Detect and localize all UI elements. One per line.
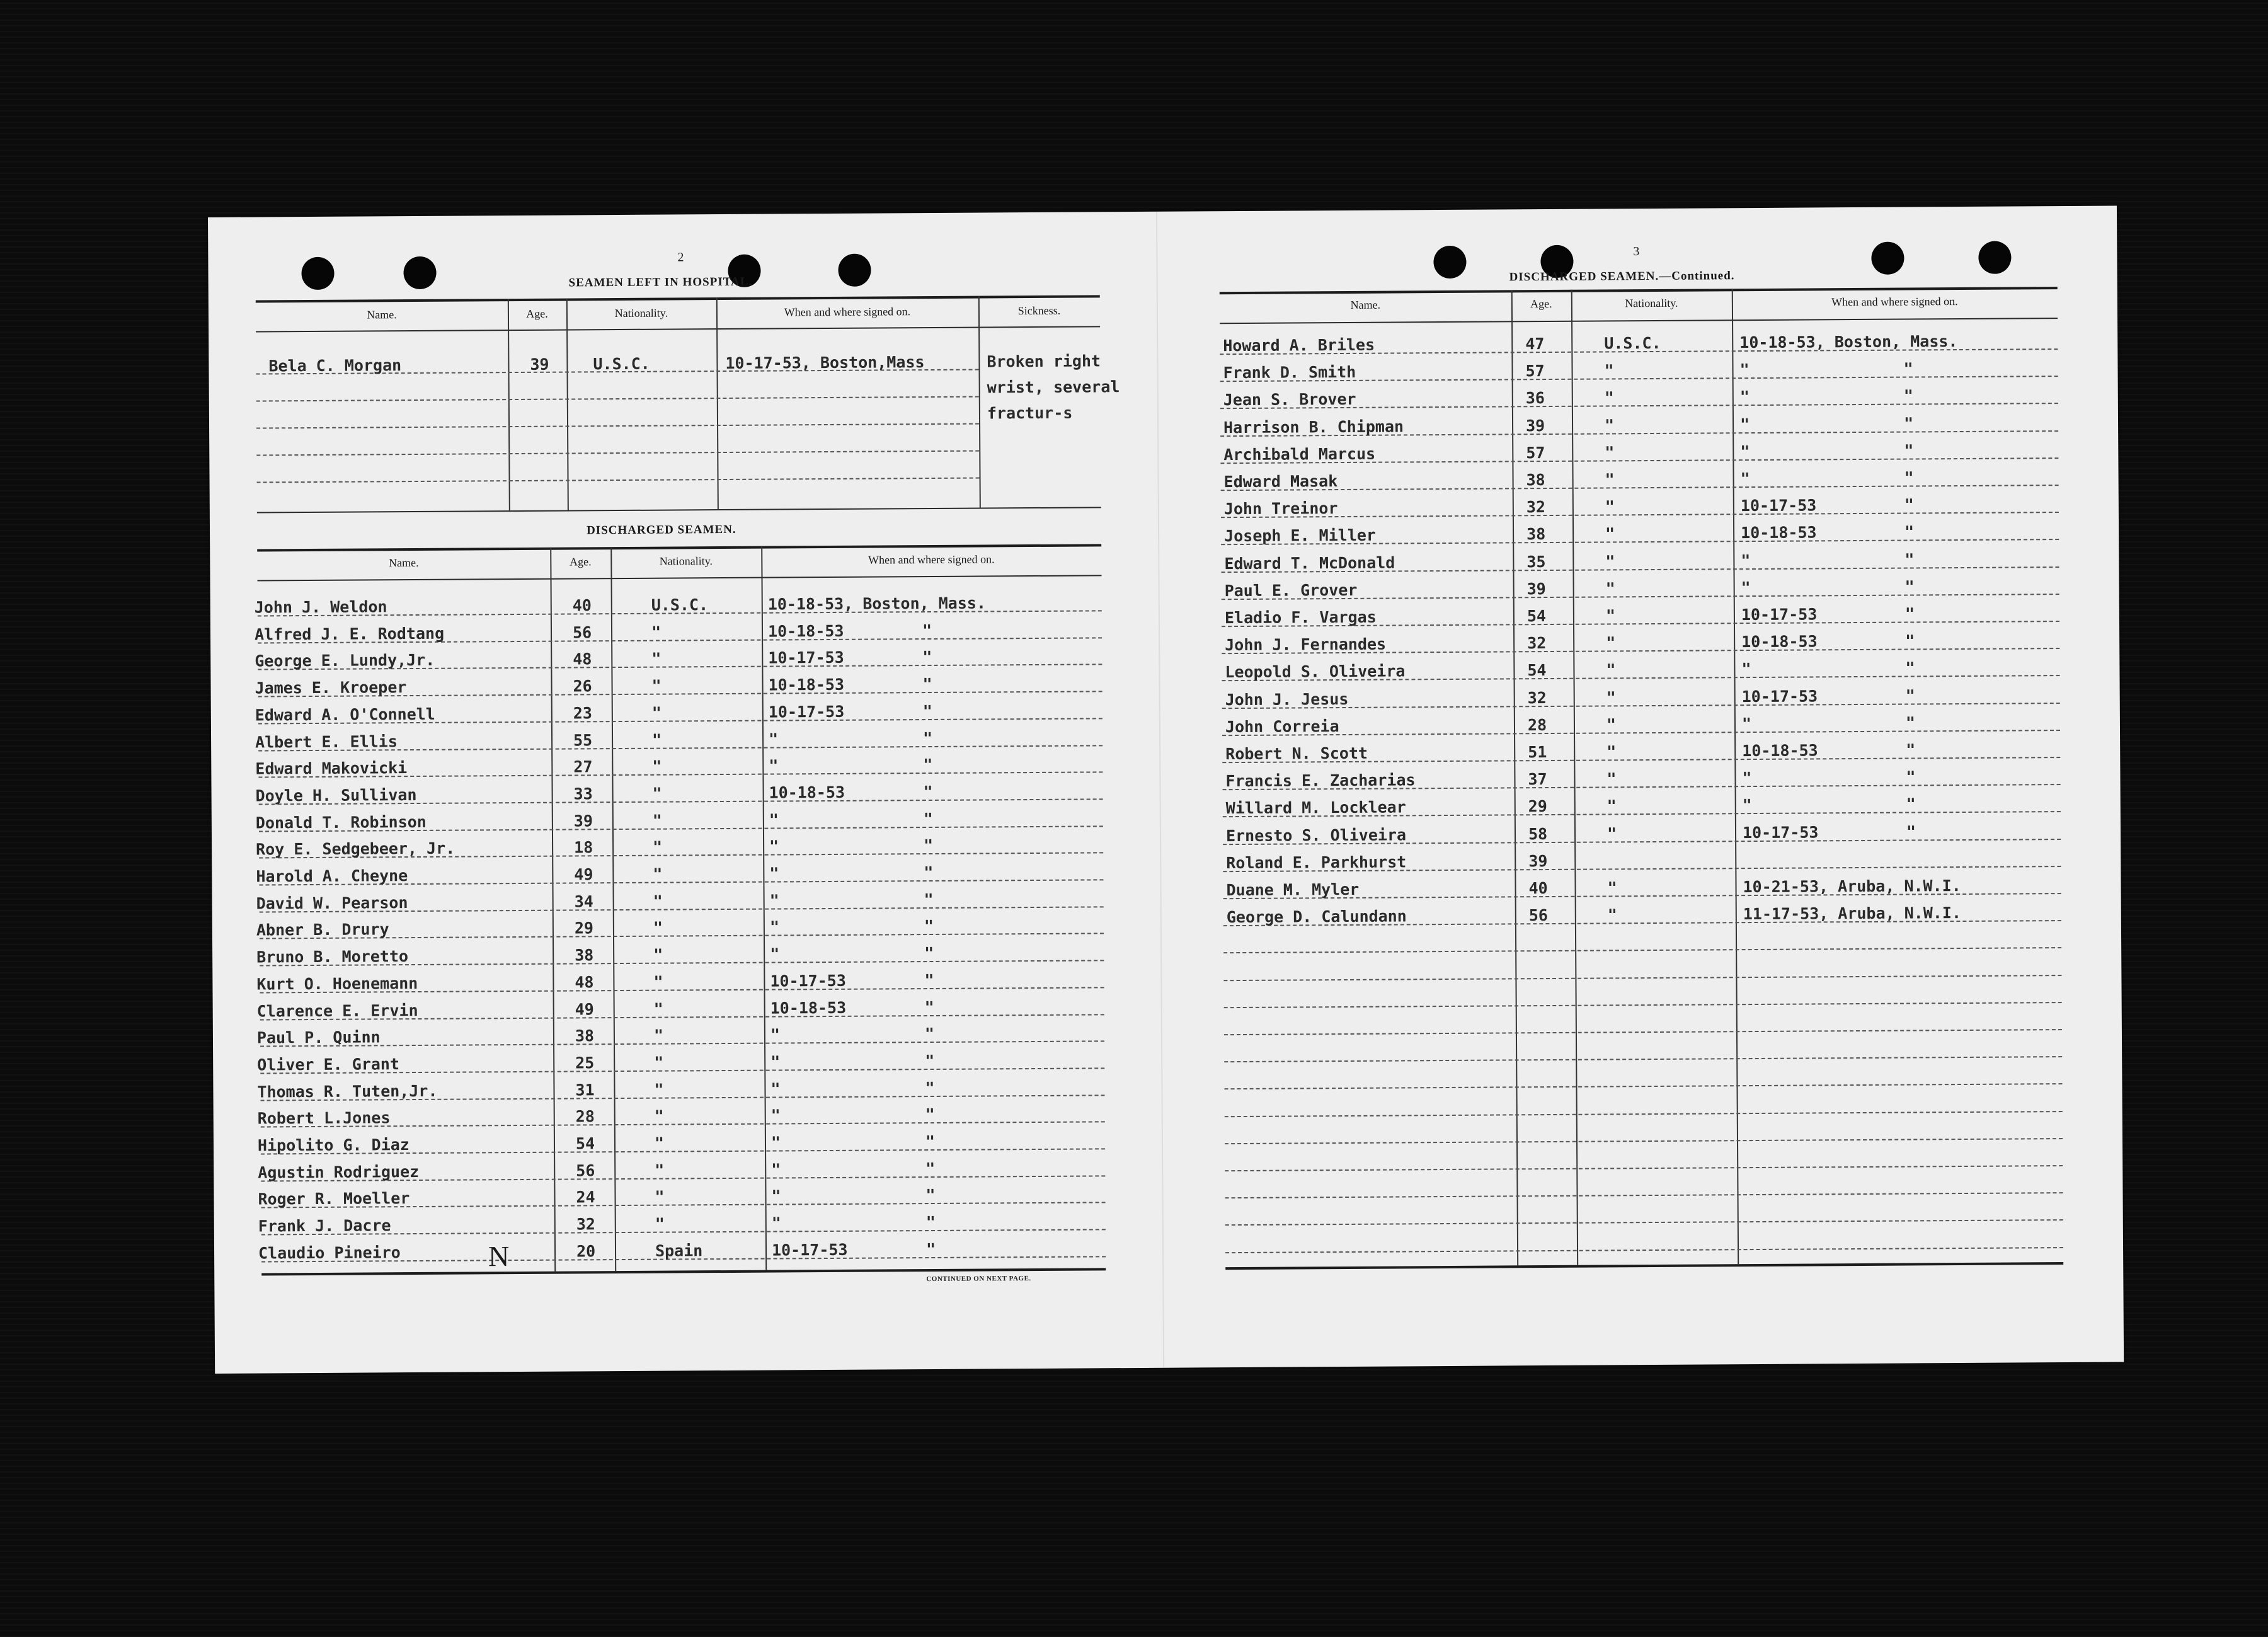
seaman-name: Frank D. Smith: [1223, 363, 1356, 382]
seaman-signed-date: ": [1740, 442, 1750, 461]
seaman-signed-date: 10-17-53: [768, 702, 845, 721]
seaman-signed-date: 10-18-53, Boston, Mass.: [767, 594, 987, 614]
seaman-nationality: ": [1606, 715, 1617, 734]
seaman-nationality: ": [653, 999, 663, 1018]
seaman-name: John J. Jesus: [1225, 689, 1349, 709]
seaman-age: 56: [572, 623, 592, 642]
seaman-age: 28: [1527, 715, 1547, 735]
seaman-name: Edward Masak: [1223, 472, 1338, 491]
row-rule: [1224, 1002, 2062, 1008]
seaman-signed-place: ": [1904, 495, 1914, 514]
seaman-name: Edward Makovicki: [255, 759, 408, 778]
seaman-age: 54: [1527, 661, 1547, 680]
seaman-age: 25: [575, 1054, 595, 1072]
seaman-signed-place: ": [924, 890, 934, 909]
seaman-age: 32: [576, 1215, 595, 1234]
punch-hole: [403, 256, 436, 289]
row-rule: [1225, 1111, 2063, 1117]
seaman-nationality: ": [651, 676, 662, 695]
hospital-sickness-continued: fractur-s: [987, 403, 1073, 423]
seaman-name: Harrison B. Chipman: [1223, 417, 1404, 437]
seaman-nationality: ": [1607, 878, 1617, 897]
seaman-name: Hipolito G. Diaz: [257, 1135, 410, 1155]
seaman-nationality: ": [654, 1080, 664, 1099]
seaman-nationality: U.S.C.: [1604, 333, 1661, 353]
seaman-age: 54: [1526, 607, 1547, 626]
row-rule: [1225, 1165, 2063, 1171]
seaman-age: 39: [573, 811, 593, 830]
seaman-name: Edward A. O'Connell: [255, 704, 435, 725]
row-rule: [1225, 1138, 2063, 1144]
right-section-title: DISCHARGED SEAMEN.—Continued.: [1509, 269, 1735, 284]
seaman-nationality: ": [1604, 388, 1614, 407]
seaman-signed-date: ": [771, 1186, 781, 1205]
seaman-age: 39: [1525, 416, 1545, 435]
seaman-name: George D. Calundann: [1226, 907, 1407, 927]
right-col-divider: [1511, 290, 1518, 1265]
right-header-signed-on: When and where signed on.: [1831, 295, 1958, 309]
seaman-age: 32: [1527, 688, 1547, 707]
seaman-name: Kurt O. Hoenemann: [256, 974, 418, 994]
seaman-name: Roger R. Moeller: [258, 1189, 410, 1209]
page-fold: [1156, 212, 1164, 1368]
seaman-age: 28: [575, 1107, 595, 1126]
seaman-signed-date: ": [1739, 360, 1750, 379]
seaman-name: Duane M. Myler: [1226, 880, 1360, 900]
seaman-signed-place: ": [924, 836, 934, 855]
hospital-nationality: U.S.C.: [593, 354, 650, 374]
seaman-nationality: ": [1605, 470, 1615, 489]
seaman-signed-place: ": [922, 728, 933, 747]
seaman-signed-place: ": [923, 755, 933, 774]
seaman-nationality: ": [1604, 415, 1615, 435]
seaman-name: Roland E. Parkhurst: [1226, 853, 1407, 872]
seaman-age: 38: [575, 946, 594, 965]
seaman-nationality: ": [654, 1053, 664, 1072]
seaman-nationality: ": [1606, 660, 1616, 679]
seaman-nationality: ": [653, 892, 663, 910]
punch-hole: [1978, 241, 2011, 274]
row-rule: [1224, 1083, 2062, 1089]
seaman-nationality: ": [652, 784, 662, 803]
hospital-header-age: Age.: [526, 307, 548, 320]
seaman-signed-date: 10-18-53, Boston, Mass.: [1739, 332, 1958, 352]
seaman-age: 35: [1526, 552, 1546, 571]
row-rule: [1223, 975, 2061, 981]
hospital-header-sickness: Sickness.: [1017, 304, 1061, 318]
seaman-age: 33: [573, 784, 593, 803]
seaman-name: James E. Kroeper: [255, 678, 407, 698]
seaman-name: John J. Weldon: [254, 597, 387, 617]
punch-hole: [838, 254, 871, 287]
seaman-name: Ernesto S. Oliveira: [1225, 825, 1407, 845]
seaman-nationality: ": [1606, 742, 1617, 761]
punch-hole: [301, 257, 334, 290]
seaman-age: 40: [1528, 879, 1548, 898]
hospital-table-bottom-rule: [257, 507, 1101, 513]
discharged-header-signed-on: When and where signed on.: [868, 553, 995, 566]
seaman-signed-date: ": [768, 729, 779, 749]
seaman-signed-place: ": [1904, 577, 1915, 596]
seaman-name: Agustin Rodriguez: [258, 1162, 420, 1182]
seaman-signed-date: 10-17-53: [768, 648, 844, 667]
seaman-nationality: ": [655, 1214, 665, 1233]
hospital-header-rule: [256, 326, 1100, 332]
seaman-age: 57: [1525, 362, 1545, 381]
seaman-signed-place: ": [924, 970, 934, 989]
seaman-age: 24: [576, 1188, 595, 1207]
seaman-name: Clarence E. Ervin: [256, 1001, 418, 1021]
seaman-nationality: ": [1605, 551, 1615, 571]
seaman-name: Archibald Marcus: [1223, 444, 1376, 464]
seaman-nationality: ": [655, 1161, 665, 1180]
row-rule: [1224, 1056, 2062, 1062]
seaman-age: 20: [576, 1242, 596, 1261]
seaman-age: 29: [1528, 797, 1547, 816]
seaman-age: 38: [1526, 525, 1546, 544]
seaman-name: Howard A. Briles: [1223, 335, 1375, 355]
page-number-left: 2: [677, 250, 684, 265]
row-rule: [1225, 1247, 2063, 1253]
seaman-age: 36: [1525, 389, 1545, 408]
right-table-bottom-rule: [1225, 1262, 2063, 1270]
seaman-name: Roy E. Sedgebeer, Jr.: [256, 839, 455, 859]
seaman-age: 32: [1526, 498, 1546, 517]
seaman-signed-place: ": [1904, 550, 1915, 569]
row-rule: [1221, 512, 2059, 518]
hospital-signed-on: 10-17-53, Boston,Mass: [725, 353, 925, 372]
seaman-age: 31: [575, 1080, 595, 1100]
hospital-row-line: [256, 451, 979, 456]
seaman-signed-place: ": [1904, 604, 1915, 623]
seaman-age: 39: [1528, 851, 1548, 871]
seaman-signed-date: ": [1740, 469, 1750, 488]
seaman-nationality: ": [651, 730, 662, 749]
seaman-signed-place: ": [925, 1105, 935, 1124]
seaman-signed-date: 10-18-53: [1741, 632, 1818, 652]
seaman-nationality: ": [654, 1106, 664, 1125]
seaman-signed-date: 10-17-53: [1742, 822, 1819, 842]
seaman-nationality: ": [653, 919, 663, 938]
seaman-name: Joseph E. Miller: [1224, 526, 1377, 546]
seaman-signed-place: ": [1906, 822, 1916, 841]
seaman-nationality: ": [1606, 633, 1616, 652]
seaman-nationality: ": [653, 972, 663, 991]
hospital-header-nationality: Nationality.: [614, 306, 668, 320]
seaman-signed-date: 10-17-53: [771, 1240, 848, 1260]
seaman-age: 57: [1526, 443, 1545, 462]
seaman-signed-date: ": [1741, 714, 1752, 733]
seaman-name: Bruno B. Moretto: [256, 947, 409, 967]
seaman-signed-date: 10-18-53: [767, 621, 844, 641]
row-rule: [1225, 1219, 2063, 1226]
discharged-section-title: DISCHARGED SEAMEN.: [586, 522, 736, 537]
seaman-name: Donald T. Robinson: [255, 812, 427, 832]
seaman-nationality: ": [655, 1187, 665, 1207]
seaman-nationality: ": [1606, 687, 1616, 707]
seaman-signed-place: ": [925, 1186, 936, 1205]
seaman-name: Willard M. Locklear: [1225, 798, 1406, 818]
right-col-divider: [1732, 289, 1739, 1264]
row-rule: [1225, 1192, 2063, 1198]
seaman-name: Thomas R. Tuten,Jr.: [257, 1081, 438, 1101]
seaman-name: Jean S. Brover: [1223, 390, 1356, 410]
seaman-age: 56: [1528, 906, 1549, 925]
seaman-age: 40: [572, 596, 592, 615]
discharged-header-name: Name.: [389, 556, 419, 570]
hospital-table-top-rule: [256, 295, 1100, 302]
seaman-signed-date: ": [1741, 551, 1751, 570]
seaman-signed-place: ": [1904, 468, 1914, 487]
hospital-section-title: SEAMEN LEFT IN HOSPITAL.: [568, 275, 753, 290]
seaman-age: 47: [1525, 335, 1545, 353]
seaman-name: Francis E. Zacharias: [1225, 771, 1416, 791]
hospital-age: 39: [530, 355, 549, 374]
seaman-age: 38: [1526, 471, 1545, 490]
seaman-signed-date: 10-18-53: [769, 783, 845, 802]
seaman-nationality: ": [1607, 905, 1617, 924]
seaman-age: 56: [576, 1161, 595, 1180]
manifest-sheet: [208, 205, 2124, 1373]
seaman-age: 39: [1526, 579, 1546, 599]
seaman-signed-place: ": [924, 1025, 935, 1043]
right-header-rule: [1220, 318, 2058, 324]
seaman-signed-date: ": [770, 945, 780, 963]
hospital-header-name: Name.: [367, 308, 397, 321]
seaman-age: 34: [574, 892, 593, 911]
punch-hole: [1871, 242, 1904, 275]
seaman-signed-place: ": [924, 917, 934, 936]
seaman-signed-place: ": [1906, 767, 1916, 786]
seaman-signed-place: ": [1903, 359, 1913, 378]
seaman-signed-place: ": [924, 863, 934, 882]
seaman-age: 23: [573, 704, 593, 723]
seaman-signed-date: ": [769, 864, 779, 883]
seaman-nationality: ": [652, 757, 662, 776]
seaman-signed-place: ": [924, 997, 934, 1016]
hospital-header-signed-on: When and where signed on.: [784, 305, 911, 319]
seaman-signed-date: 10-18-53: [770, 998, 847, 1018]
seaman-signed-place: ": [1905, 631, 1915, 650]
right-table-top-rule: [1220, 287, 2058, 294]
seaman-age: 32: [1527, 634, 1547, 653]
seaman-name: Alfred J. E. Rodtang: [254, 624, 445, 644]
seaman-age: 49: [574, 865, 593, 884]
row-rule: [260, 1041, 1104, 1047]
seaman-signed-date: ": [769, 891, 779, 910]
seaman-nationality: ": [652, 811, 663, 830]
seaman-age: 26: [573, 677, 592, 696]
seaman-signed-place: ": [1904, 441, 1914, 460]
seaman-name: Paul E. Grover: [1224, 580, 1358, 600]
seaman-signed-date: ": [770, 1052, 781, 1071]
row-rule: [1222, 730, 2060, 736]
hospital-row-line: [256, 423, 979, 429]
continued-note: CONTINUED ON NEXT PAGE.: [926, 1275, 1031, 1284]
hospital-row-line: [256, 396, 979, 402]
seaman-signed-date: 10-18-53: [1741, 523, 1817, 543]
seaman-nationality: ": [1605, 606, 1616, 625]
seaman-signed-place: ": [1903, 386, 1913, 405]
seaman-nationality: ": [1606, 824, 1617, 843]
seaman-name: John Treinor: [1223, 499, 1338, 519]
seaman-nationality: Spain: [655, 1241, 703, 1260]
seaman-signed-place: ": [923, 809, 934, 828]
seaman-signed-place: ": [1906, 740, 1916, 759]
hospital-sickness-continued: wrist, several: [987, 377, 1120, 397]
seaman-signed-date: ": [770, 1079, 781, 1098]
seaman-name: Frank J. Dacre: [258, 1216, 391, 1236]
seaman-age: 54: [575, 1134, 595, 1153]
seaman-nationality: ": [1605, 443, 1615, 462]
hospital-sickness: Broken right: [987, 352, 1101, 371]
handwritten-mark: N: [488, 1240, 510, 1273]
seaman-signed-place: ": [925, 1239, 936, 1258]
seaman-signed-place: ": [925, 1159, 936, 1178]
seaman-signed-place: ": [925, 1078, 935, 1097]
discharged-header-rule: [258, 575, 1102, 581]
seaman-signed-date: 11-17-53, Aruba, N.W.I.: [1743, 904, 1962, 924]
seaman-age: 29: [574, 919, 594, 938]
seaman-name: Harold A. Cheyne: [256, 866, 408, 886]
seaman-signed-date: ": [1742, 796, 1752, 815]
seaman-signed-date: 10-17-53: [1740, 496, 1817, 515]
seaman-signed-date: ": [769, 917, 780, 936]
seaman-name: Albert E. Ellis: [255, 732, 398, 752]
seaman-name: George E. Lundy,Jr.: [255, 651, 435, 670]
seaman-signed-date: ": [771, 1160, 781, 1179]
seaman-name: Leopold S. Oliveira: [1225, 662, 1406, 682]
hospital-name: Bela C. Morgan: [268, 356, 402, 376]
seaman-signed-date: 10-17-53: [1741, 687, 1818, 706]
seaman-nationality: ": [1606, 769, 1617, 788]
seaman-nationality: ": [653, 1026, 664, 1045]
seaman-signed-place: ": [924, 944, 934, 963]
discharged-header-nationality: Nationality.: [659, 554, 713, 568]
seaman-name: Eladio F. Vargas: [1224, 607, 1377, 628]
seaman-nationality: ": [1605, 524, 1615, 543]
seaman-age: 27: [573, 757, 593, 776]
seaman-nationality: ": [653, 945, 663, 964]
seaman-name: John Correia: [1225, 716, 1339, 736]
seaman-name: Robert N. Scott: [1225, 744, 1368, 764]
seaman-signed-date: ": [769, 837, 779, 856]
seaman-signed-date: 10-18-53: [1742, 741, 1818, 761]
seaman-nationality: ": [651, 650, 662, 669]
hospital-row-line: [257, 478, 980, 483]
right-header-age: Age.: [1530, 297, 1552, 311]
seaman-nationality: ": [1606, 796, 1617, 815]
seaman-signed-place: ": [925, 1051, 935, 1070]
seaman-name: John J. Fernandes: [1225, 635, 1387, 655]
punch-hole: [1433, 246, 1466, 279]
seaman-signed-date: ": [1741, 578, 1751, 597]
seaman-signed-place: ": [1905, 658, 1915, 677]
page-number-right: 3: [1633, 244, 1640, 259]
seaman-age: 18: [574, 838, 593, 857]
seaman-signed-place: ": [1903, 414, 1914, 433]
seaman-signed-place: ": [922, 621, 932, 640]
seaman-age: 58: [1528, 824, 1548, 843]
seaman-signed-place: ": [1904, 522, 1915, 541]
seaman-name: Paul P. Quinn: [256, 1028, 381, 1047]
seaman-nationality: ": [651, 703, 662, 722]
seaman-age: 37: [1528, 770, 1547, 789]
seaman-age: 48: [573, 650, 592, 669]
seaman-signed-date: ": [1739, 415, 1750, 434]
seaman-signed-place: ": [923, 782, 933, 801]
seaman-age: 38: [575, 1026, 595, 1045]
seaman-signed-date: 10-18-53: [768, 675, 845, 694]
seaman-name: Claudio Pineiro: [258, 1243, 401, 1263]
right-header-nationality: Nationality.: [1625, 296, 1678, 310]
seaman-signed-date: ": [770, 1133, 781, 1152]
seaman-signed-place: ": [1906, 795, 1916, 813]
seaman-signed-place: ": [922, 701, 932, 720]
seaman-name: David W. Pearson: [256, 893, 408, 913]
seaman-age: 49: [575, 999, 594, 1018]
seaman-nationality: ": [1605, 579, 1615, 598]
row-rule: [1224, 1029, 2062, 1035]
seaman-name: Robert L.Jones: [257, 1108, 391, 1128]
seaman-age: 51: [1528, 743, 1547, 762]
seaman-signed-date: 10-21-53, Aruba, N.W.I.: [1743, 876, 1961, 897]
seaman-signed-date: ": [1742, 769, 1752, 788]
seaman-signed-place: ": [922, 675, 932, 694]
seaman-age: 48: [575, 973, 594, 992]
seaman-name: Oliver E. Grant: [257, 1055, 400, 1074]
seaman-signed-place: ": [925, 1132, 936, 1151]
seaman-nationality: ": [1604, 361, 1614, 380]
seaman-nationality: ": [653, 837, 663, 857]
seaman-signed-date: ": [1739, 388, 1750, 406]
seaman-signed-place: ": [925, 1213, 936, 1232]
right-header-name: Name.: [1350, 298, 1381, 311]
row-rule: [1221, 485, 2059, 491]
seaman-nationality: ": [1605, 497, 1615, 516]
seaman-signed-place: ": [1905, 686, 1915, 705]
seaman-name: Edward T. McDonald: [1224, 553, 1395, 573]
seaman-signed-date: ": [770, 1106, 781, 1125]
seaman-signed-date: ": [769, 756, 779, 775]
seaman-signed-date: ": [1741, 660, 1751, 679]
seaman-signed-date: 10-17-53: [770, 971, 846, 991]
seaman-signed-date: ": [769, 810, 779, 829]
seaman-nationality: ": [653, 864, 663, 883]
seaman-signed-place: ": [1905, 713, 1916, 732]
seaman-nationality: ": [654, 1134, 665, 1152]
right-col-divider: [1571, 290, 1578, 1265]
seaman-signed-date: 10-17-53: [1741, 605, 1818, 624]
seaman-nationality: ": [651, 623, 662, 641]
seaman-name: Doyle H. Sullivan: [255, 785, 417, 805]
discharged-header-age: Age.: [570, 555, 592, 568]
seaman-signed-date: ": [770, 1025, 781, 1044]
seaman-age: 55: [573, 730, 593, 749]
seaman-signed-place: ": [922, 648, 932, 667]
seaman-name: Abner B. Drury: [256, 920, 389, 939]
discharged-table-top-rule: [257, 544, 1101, 551]
seaman-signed-date: ": [771, 1214, 781, 1232]
seaman-nationality: U.S.C.: [651, 595, 709, 614]
row-rule: [1223, 947, 2061, 953]
